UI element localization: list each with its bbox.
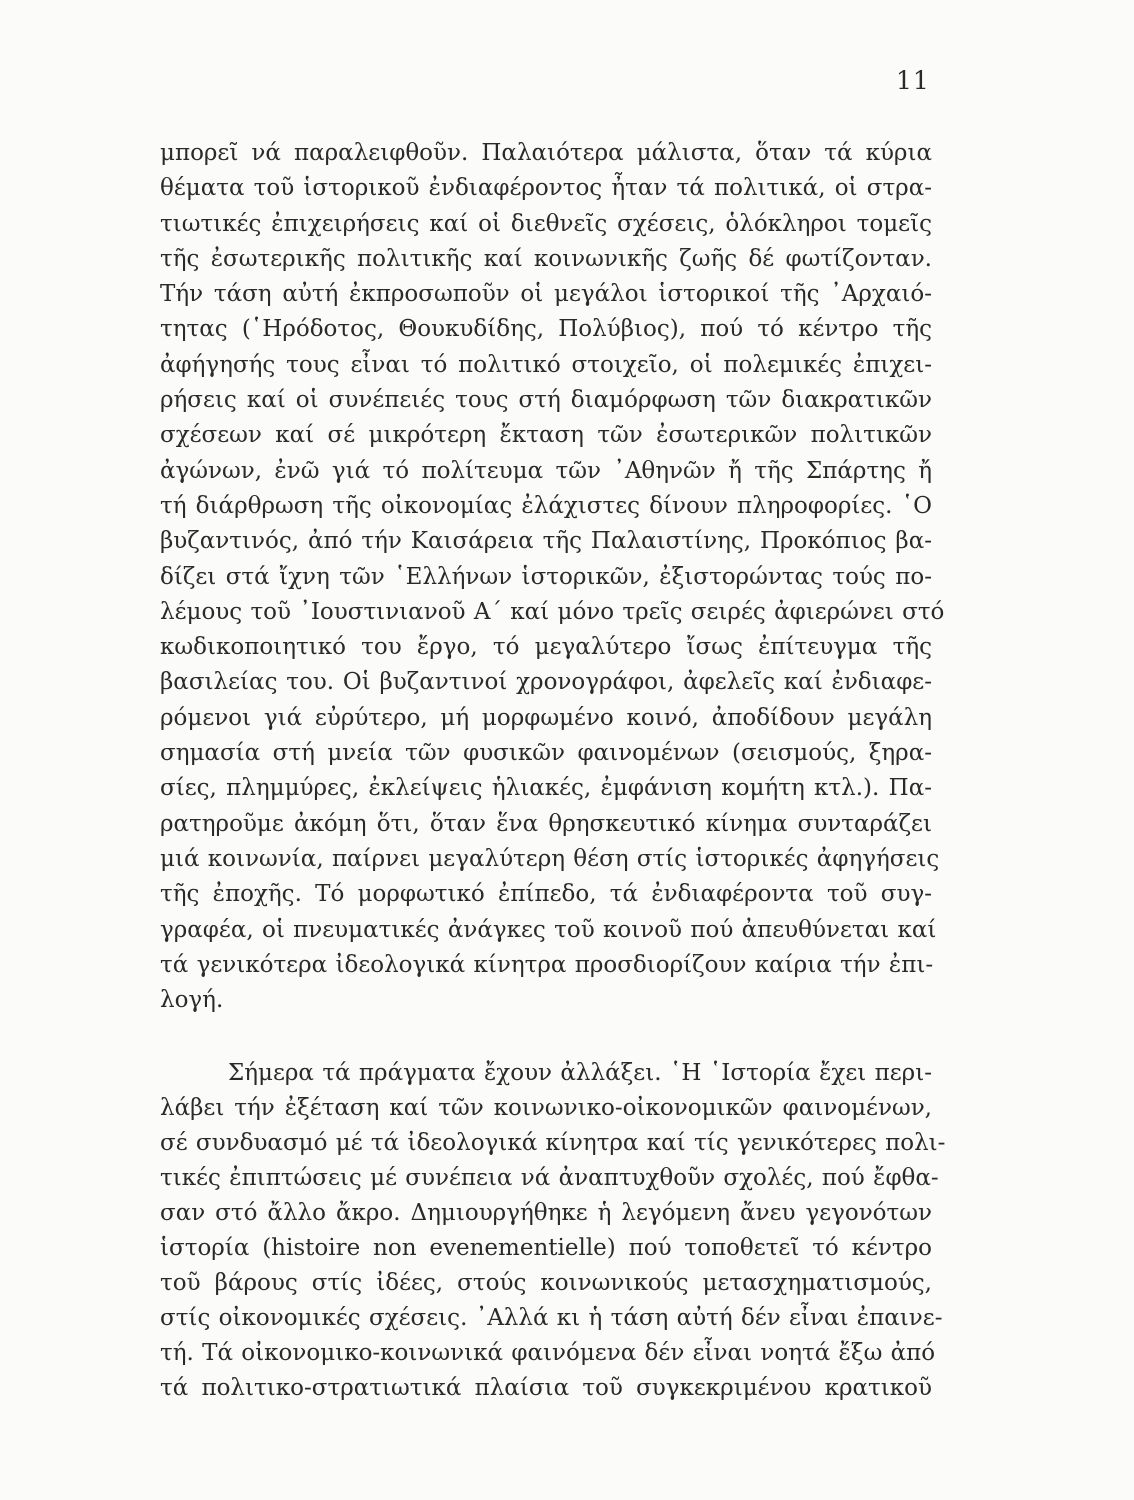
text-line: ἀφήγησής τους εἶναι τό πολιτικό στοιχεῖο, οἱ πολεμικές ἐπιχει-: [160, 351, 932, 378]
text-line: γραφέα, οἱ πνευματικές ἀνάγκες τοῦ κοινοῦ πού ἀπευθύνεται καί: [160, 916, 937, 943]
text-line: σίες, πλημμύρες, ἐκλείψεις ἡλιακές, ἐμφάνιση κομήτη κτλ.). Πα-: [160, 775, 932, 802]
text-line: λάβει τήν ἐξέταση καί τῶν κοινωνικο-οἰκονομικῶν φαινομένων,: [160, 1095, 932, 1121]
text-line: τοῦ βάρους στίς ἰδέες, στούς κοινωνικούς μετασχηματισμούς,: [160, 1270, 932, 1296]
text-line: δίζει στά ἴχνη τῶν ῾Ελλήνων ἱστορικῶν, ἐξιστορώντας τούς πο-: [160, 563, 932, 590]
text-line: σημασία στή μνεία τῶν φυσικῶν φαινομένων (σεισμούς, ξηρα-: [160, 740, 932, 767]
text-line: θέματα τοῦ ἱστορικοῦ ἐνδιαφέροντος ἦταν τά πολιτικά, οἱ στρα-: [160, 175, 932, 202]
text-line: τῆς ἐσωτερικῆς πολιτικῆς καί κοινωνικῆς ζωῆς δέ φωτίζονταν.: [160, 245, 932, 272]
text-line: τή διάρθρωση τῆς οἰκονομίας ἐλάχιστες δίνουν πληροφορίες. ῾Ο: [160, 492, 932, 519]
text-line: μιά κοινωνία, παίρνει μεγαλύτερη θέση στίς ἱστορικές ἀφηγήσεις: [160, 845, 940, 872]
text-line: ρόμενοι γιά εὐρύτερο, μή μορφωμένο κοινό, ἀποδίδουν μεγάλη: [160, 704, 932, 731]
text-line: Τήν τάση αὐτή ἐκπροσωποῦν οἱ μεγάλοι ἱστορικοί τῆς ᾿Αρχαιό-: [160, 281, 932, 308]
text-line: ρατηροῦμε ἀκόμη ὅτι, ὅταν ἕνα θρησκευτικό κίνημα συνταράζει: [160, 810, 932, 837]
text-line: σαν στό ἄλλο ἄκρο. Δημιουργήθηκε ἡ λεγόμενη ἄνευ γεγονότων: [160, 1200, 932, 1226]
text-line: τικές ἐπιπτώσεις μέ συνέπεια νά ἀναπτυχθοῦν σχολές, πού ἔφθα-: [160, 1165, 939, 1191]
text-line: τῆς ἐποχῆς. Τό μορφωτικό ἐπίπεδο, τά ἐνδιαφέροντα τοῦ συγ-: [160, 881, 932, 908]
text-line: σέ συνδυασμό μέ τά ἰδεολογικά κίνητρα καί τίς γενικότερες πολι-: [160, 1130, 946, 1156]
text-line: τά γενικότερα ἰδεολογικά κίνητρα προσδιορίζουν καίρια τήν ἐπι-: [160, 951, 934, 978]
text-line: σχέσεων καί σέ μικρότερη ἔκταση τῶν ἐσωτερικῶν πολιτικῶν: [160, 422, 932, 449]
text-line: λέμους τοῦ ᾿Ιουστινιανοῦ Α΄ καί μόνο τρεῖς σειρές ἀφιερώνει στό: [160, 598, 945, 625]
text-line: βυζαντινός, ἀπό τήν Καισάρεια τῆς Παλαιστίνης, Προκόπιος βα-: [160, 528, 932, 555]
text-line: ἱστορία (histoire non evenementielle) πού τοποθετεῖ τό κέντρο: [160, 1235, 932, 1261]
text-line: λογή.: [160, 987, 224, 1014]
text-line: Σήμερα τά πράγματα ἔχουν ἀλλάξει. ῾Η ῾Ιστορία ἔχει περι-: [228, 1060, 932, 1086]
page-number: 11: [896, 66, 930, 95]
text-line: τή. Τά οἰκονομικο-κοινωνικά φαινόμενα δέν εἶναι νοητά ἔξω ἀπό: [160, 1340, 936, 1366]
text-line: κωδικοποιητικό του ἔργο, τό μεγαλύτερο ἴσως ἐπίτευγμα τῆς: [160, 634, 932, 661]
text-line: στίς οἰκονομικές σχέσεις. ᾿Αλλά κι ἡ τάση αὐτή δέν εἶναι ἐπαινε-: [160, 1305, 943, 1331]
text-line: μπορεῖ νά παραλειφθοῦν. Παλαιότερα μάλιστα, ὅταν τά κύρια: [160, 140, 932, 166]
text-line: τά πολιτικο-στρατιωτικά πλαίσια τοῦ συγκεκριμένου κρατικοῦ: [160, 1375, 932, 1401]
text-line: τητας (῾Ηρόδοτος, Θουκυδίδης, Πολύβιος), πού τό κέντρο τῆς: [160, 316, 932, 343]
paragraph-2: [160, 1056, 946, 1406]
paragraph-1: [160, 136, 945, 1018]
text-line: βασιλείας του. Οἱ βυζαντινοί χρονογράφοι, ἀφελεῖς καί ἐνδιαφε-: [160, 669, 932, 696]
text-line: ρήσεις καί οἱ συνέπειές τους στή διαμόρφωση τῶν διακρατικῶν: [160, 387, 932, 414]
text-line: τιωτικές ἐπιχειρήσεις καί οἱ διεθνεῖς σχέσεις, ὁλόκληροι τομεῖς: [160, 210, 932, 237]
text-line: ἀγώνων, ἐνῶ γιά τό πολίτευμα τῶν ᾿Αθηνῶν ἤ τῆς Σπάρτης ἤ: [160, 457, 932, 484]
